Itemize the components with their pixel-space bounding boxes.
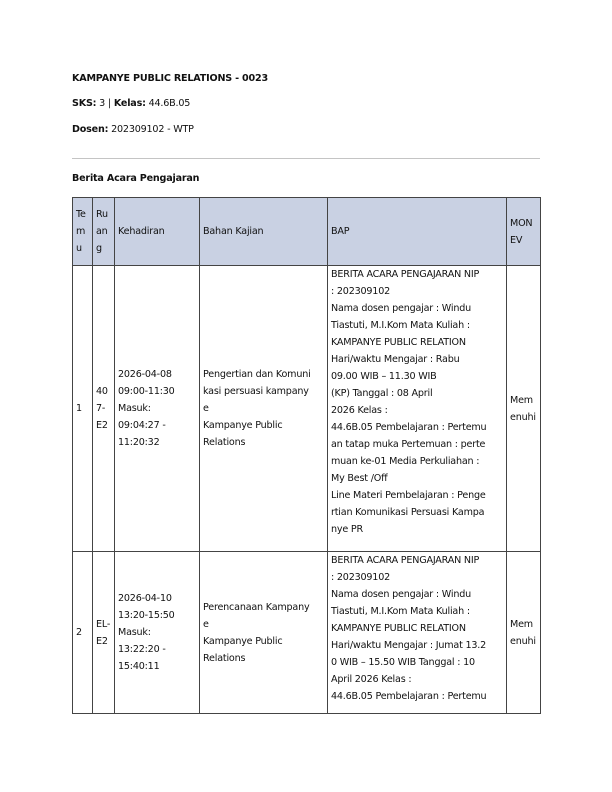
bahan-line: Kampanye Public xyxy=(203,635,283,647)
bap-line: My Best /Off xyxy=(331,473,388,484)
dosen-value: 202309102 - WTP xyxy=(111,124,194,135)
bap-line: April 2026 Kelas : xyxy=(331,674,412,685)
bap-line: Tiastuti, M.I.Kom Mata Kuliah : xyxy=(331,606,470,617)
bap-line: rtian Komunikasi Persuasi Kampa xyxy=(331,507,485,518)
bap-line: Line Materi Pembelajaran : Penge xyxy=(331,490,486,501)
course-meta xyxy=(72,98,190,109)
header-kehadiran: Kehadiran xyxy=(115,198,200,266)
cell-ruang: EL-E2 xyxy=(93,552,115,714)
bap-line: (KP) Tanggal : 08 April xyxy=(331,388,433,399)
bap-line: muan ke-01 Media Perkuliahan : xyxy=(331,456,480,467)
bahan-line: kasi persuasi kampany xyxy=(203,386,309,397)
bap-line: Nama dosen pengajar : Windu xyxy=(331,303,471,314)
bap-line: 0 WIB – 15.50 WIB Tanggal : 10 xyxy=(331,657,475,668)
bap-line: Nama dosen pengajar : Windu xyxy=(331,589,471,600)
sks-label: SKS: xyxy=(72,98,97,109)
cell-monev: Memenuhi xyxy=(507,552,541,714)
kehadiran-line: 09:04:27 - xyxy=(118,420,166,431)
cell-bahan-kajian xyxy=(200,552,328,714)
kehadiran-line: Masuk: xyxy=(118,403,151,414)
header-temu: Temu xyxy=(73,198,93,266)
cell-bap xyxy=(328,266,507,552)
bahan-line: Relations xyxy=(203,652,246,664)
bahan-line: Relations xyxy=(203,437,246,448)
divider xyxy=(72,158,540,159)
bap-line: Tiastuti, M.I.Kom Mata Kuliah : xyxy=(331,320,470,331)
kehadiran-line: 13:20-15:50 xyxy=(118,610,175,621)
section-title: Berita Acara Pengajaran xyxy=(72,173,200,184)
bap-line: : 202309102 xyxy=(331,286,391,297)
dosen-label: Dosen: xyxy=(72,124,109,135)
bap-table xyxy=(72,197,541,714)
bahan-line: e xyxy=(203,618,209,630)
bap-line: 44.6B.05 Pembelajaran : Pertemu xyxy=(331,691,487,702)
header-bap: BAP xyxy=(328,198,507,266)
bap-line: KAMPANYE PUBLIC RELATION xyxy=(331,337,466,348)
table-row xyxy=(73,552,541,714)
bap-line: 2026 Kelas : xyxy=(331,405,388,416)
kehadiran-line: 09:00-11:30 xyxy=(118,386,175,397)
table-header-row xyxy=(73,198,541,266)
kehadiran-line: 2026-04-10 xyxy=(118,593,172,604)
kehadiran-line: 2026-04-08 xyxy=(118,369,172,380)
cell-ruang: 407-E2 xyxy=(93,266,115,552)
bap-line: KAMPANYE PUBLIC RELATION xyxy=(331,623,466,634)
bap-line: 09.00 WIB – 11.30 WIB xyxy=(331,371,437,382)
sks-value: 3 xyxy=(99,98,106,109)
course-lecturer xyxy=(72,124,194,135)
bap-line: nye PR xyxy=(331,524,363,535)
bahan-line: Kampanye Public xyxy=(203,420,283,431)
cell-kehadiran xyxy=(115,552,200,714)
bahan-line: e xyxy=(203,403,209,414)
bahan-line: Perencanaan Kampany xyxy=(203,601,310,613)
kelas-value: 44.6B.05 xyxy=(148,98,191,109)
table-row xyxy=(73,266,541,552)
cell-bap xyxy=(328,552,507,714)
bap-line: Hari/waktu Mengajar : Rabu xyxy=(331,354,460,365)
bap-line: an tatap muka Pertemuan : perte xyxy=(331,439,486,450)
bahan-line: Pengertian dan Komuni xyxy=(203,369,311,380)
kehadiran-line: 11:20:32 xyxy=(118,437,160,448)
cell-bahan-kajian xyxy=(200,266,328,552)
bap-line: Hari/waktu Mengajar : Jumat 13.2 xyxy=(331,640,487,651)
bap-line: 44.6B.05 Pembelajaran : Pertemu xyxy=(331,422,487,433)
bap-line: : 202309102 xyxy=(331,572,391,583)
cell-monev: Memenuhi xyxy=(507,266,541,552)
bap-line: BERITA ACARA PENGAJARAN NIP xyxy=(331,269,480,280)
header-ruang: Ruang xyxy=(93,198,115,266)
kehadiran-line: Masuk: xyxy=(118,627,151,638)
kehadiran-line: 13:22:20 - xyxy=(118,644,166,655)
cell-kehadiran xyxy=(115,266,200,552)
kelas-label: Kelas: xyxy=(113,98,146,109)
header-monev: MONEV xyxy=(507,198,541,266)
separator: | xyxy=(107,98,111,109)
bap-line: BERITA ACARA PENGAJARAN NIP xyxy=(331,555,480,566)
header-bahan-kajian: Bahan Kajian xyxy=(200,198,328,266)
cell-temu: 2 xyxy=(73,552,93,714)
course-title: KAMPANYE PUBLIC RELATIONS - 0023 xyxy=(72,73,268,84)
cell-temu: 1 xyxy=(73,266,93,552)
kehadiran-line: 15:40:11 xyxy=(118,661,160,672)
